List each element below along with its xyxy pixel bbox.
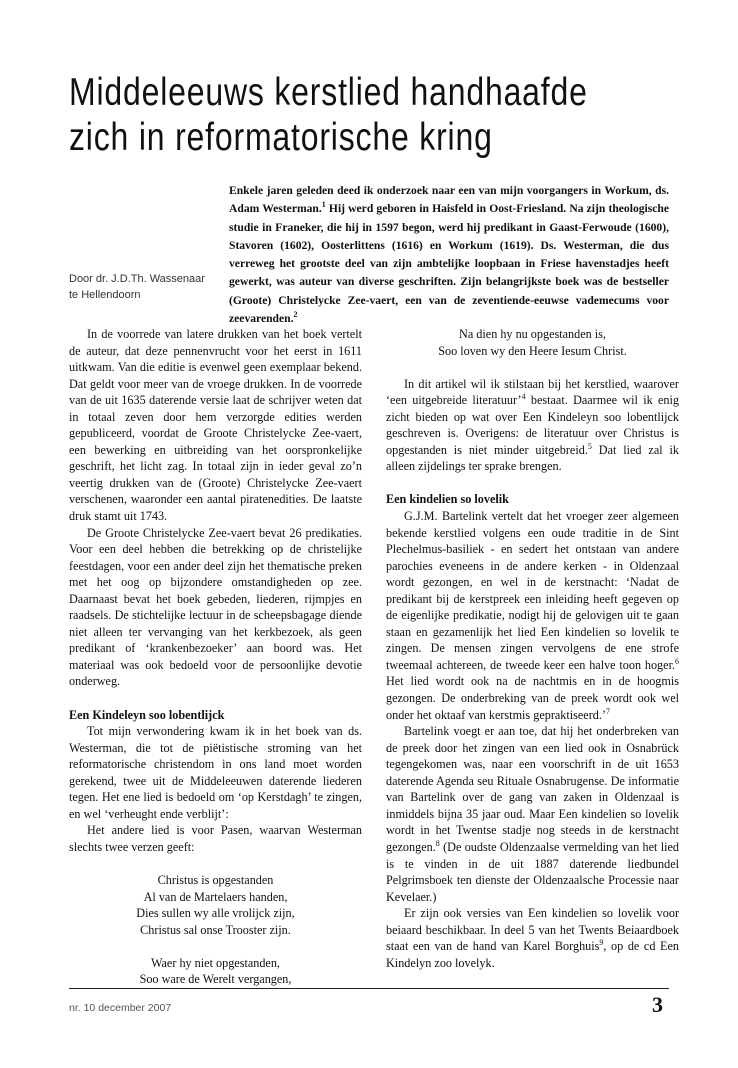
verse-line: Waer hy niet opgestanden, <box>151 955 280 970</box>
lead-paragraph <box>229 182 669 328</box>
text-run: Het lied wordt ook na de nachtmis en in de hoogmis gezongen. De onderbreking van de preek wordt ook wel onder het oktaaf van kerstmis gepraktiseerd.’ <box>386 674 679 722</box>
lead-text-1: Enkele jaren geleden deed ik onderzoek naar een van mijn voorgangers in Workum, ds. Adam Westerman. <box>229 184 669 216</box>
footnote-ref-7: 7 <box>605 706 610 716</box>
body-paragraph <box>386 508 679 723</box>
verse-line: Na dien hy nu opgestanden is, <box>459 327 606 341</box>
footer-rule <box>69 988 669 989</box>
verse-block <box>69 955 362 988</box>
body-paragraph: In de voorrede van latere drukken van het boek vertelt de auteur, dat deze pennenvrucht voor het eerst in 1611 uitkwam. Van die editie is evenwel geen exemplaar bekend. Dat geldt voor meer van de vroege drukken. In de voorrede van de uit 1635 daterende versie laat de schrijver weten dat in totaal zeven door hem verzorgde edities werden gepubliceerd, voordat de Groote Christelycke Zee-vaert, een bewerking en uitbreiding van het oorspronkelijke geschrift, het licht zag. In totaal zijn in ieder geval zo’n veertig drukken van de (Groote) Christelycke Zee-vaert verschenen, waaronder een aantal piratenedities. De laatste druk stamt uit 1743. <box>69 327 362 524</box>
text-run: G.J.M. Bartelink vertelt dat het vroeger zeer algemeen bekende kerstlied volgens een oude traditie in de Sint Plechelmus-basiliek - en sedert het ontstaan van andere parochies eveneens in de andere kerken - in Oldenzaal wordt gezongen, en wel in de kerstnacht: ‘Nadat de predikant bij de kerstpreek een inleiding heeft gegeven op de eigenlijke predikatie, nodigt hij de gelovigen uit te gaan staan en gezamenlijk het lied Een kindelien so lovelik te zingen. De mensen zingen vervolgens de ene strofe tweemaal achtereen, de tweede keer een halve toon hoger. <box>386 509 679 672</box>
body-paragraph <box>386 376 679 475</box>
right-column <box>386 326 679 971</box>
body-paragraph: De Groote Christelycke Zee-vaert bevat 26 predikaties. Voor een deel hebben die betrekking op de christelijke feestdagen, voor een ander deel zijn het thematische preken met het oog op bijzondere omstandigheden op zee. Daarnaast bevat het boek gebeden, liederen, rijmpjes en raadsels. De stichtelijke lectuur in de scheepsbagage diende niet alleen ter vervanging van het kerkbezoek, als geen predikant of ‘krankenbezoeker’ aan boord was. Het materiaal was ook bedoeld voor de persoonlijke devotie onderweg. <box>69 525 362 689</box>
verse-line: Al van de Martelaers handen, <box>143 889 288 904</box>
footnote-ref-4: 4 <box>521 392 526 402</box>
text-run: Dat lied zal ik alleen zijdelings ter sprake brengen. <box>386 442 679 474</box>
text-run: , op de cd Een Kindelyn zoo lovelyk. <box>386 939 679 970</box>
byline-location: te Hellendoorn <box>69 288 141 301</box>
text-run: Bartelink voegt er aan toe, dat hij het onderbreken van de preek door het zingen van een lied ook in Osnabrück tegengekomen was, naar een voorschrift in de uit 1653 daterende Agenda seu Rituale Osnabrugense. De informatie van Bartelink over de gang van zaken in Oldenzaal is inmiddels bijna 35 jaar oud. Maar Een kindelien so lovelik wordt in het Twentse stadje nog steeds in de kerstnacht gezongen. <box>386 724 679 854</box>
text-run: In dit artikel wil ik stilstaan bij het kerstlied, waarover ‘een uitgebreide literatuur’ <box>386 376 679 408</box>
footnote-ref-8: 8 <box>435 838 440 848</box>
text-run: (De oudste Oldenzaalse vermelding van het lied is te vinden in de uit 1887 daterende liedbundel Pelgrimsboek ten dienste der Oldenzaalsche Processie naar Kevelaer.) <box>386 839 679 904</box>
section-heading: Een Kindeleyn soo lobentlijck <box>69 707 225 722</box>
body-paragraph: Het andere lied is voor Pasen, waarvan Westerman slechts twee verzen geeft: <box>69 823 362 854</box>
issue-label: nr. 10 december 2007 <box>69 1002 172 1014</box>
footnote-ref-6: 6 <box>675 656 679 666</box>
verse-line: Dies sullen wy alle vrolijck zijn, <box>136 906 295 921</box>
verse-line: Soo loven wy den Heere Iesum Christ. <box>438 343 627 358</box>
lead-text-2: Hij werd geboren in Haisfeld in Oost-Friesland. Na zijn theologische studie in Franeker, die hij in 1597 begon, werd hij predikant in Gaast-Ferwoude (1600), Stavoren (1602), Oosterlittens (1616) en Workum (1619). Ds. Westerman, die dus verreweg het grootste deel van zijn ambtelijke loopbaan in Friese havenstadjes heeft gewerkt, was auteur van diverse geschriften. Zijn belangrijkste boek was de bestseller (Groote) Christelycke Zee-vaert, een van de zeventiende-eeuwse vademecums voor zeevarenden. <box>229 202 670 326</box>
page-number: 3 <box>652 992 663 1017</box>
footnote-ref-5: 5 <box>587 441 592 451</box>
footnote-ref-9: 9 <box>599 938 604 948</box>
verse-line: Christus sal onse Trooster zijn. <box>140 922 291 937</box>
footnote-ref-2: 2 <box>293 310 298 320</box>
verse-block <box>386 326 679 359</box>
section-heading: Een kindelien so lovelik <box>386 492 509 507</box>
left-column <box>69 326 362 988</box>
footnote-ref-1: 1 <box>321 200 326 210</box>
verse-block <box>69 872 362 938</box>
article-title <box>69 70 594 160</box>
verse-line: Soo ware de Werelt vergangen, <box>139 972 292 987</box>
verse-line: Christus is opgestanden <box>157 873 274 888</box>
byline-author: Door dr. J.D.Th. Wassenaar <box>69 273 205 285</box>
title-line-2: zich in reformatorische kring <box>69 116 493 159</box>
body-paragraph: Tot mijn verwondering kwam ik in het boek van ds. Westerman, die tot de piëtistische stroming van het reformatorische christendom in ons land moet worden gerekend, twee uit de Middeleeuwen daterende liederen tegen. Het ene lied is bedoeld om ‘op Kerstdagh’ te zingen, en wel ‘verheught ende verblijt’: <box>69 724 362 821</box>
author-byline <box>69 272 229 303</box>
title-line-1: Middeleeuws kerstlied handhaafde <box>69 71 588 114</box>
body-paragraph <box>386 723 679 905</box>
text-run: Er zijn ook versies van Een kindelien so lovelik voor beiaard beschikbaar. In deel 5 van het Twents Beiaardboek staat een van de hand van Karel Borghuis <box>386 906 679 954</box>
body-paragraph <box>386 905 679 971</box>
text-run: bestaat. Daarmee wil ik enig zicht bieden op wat over Een Kindeleyn soo lobentlijck geschreven is. Overigens: de literatuur over Christus is opgestanden is niet minder uitgebreid. <box>386 393 679 457</box>
